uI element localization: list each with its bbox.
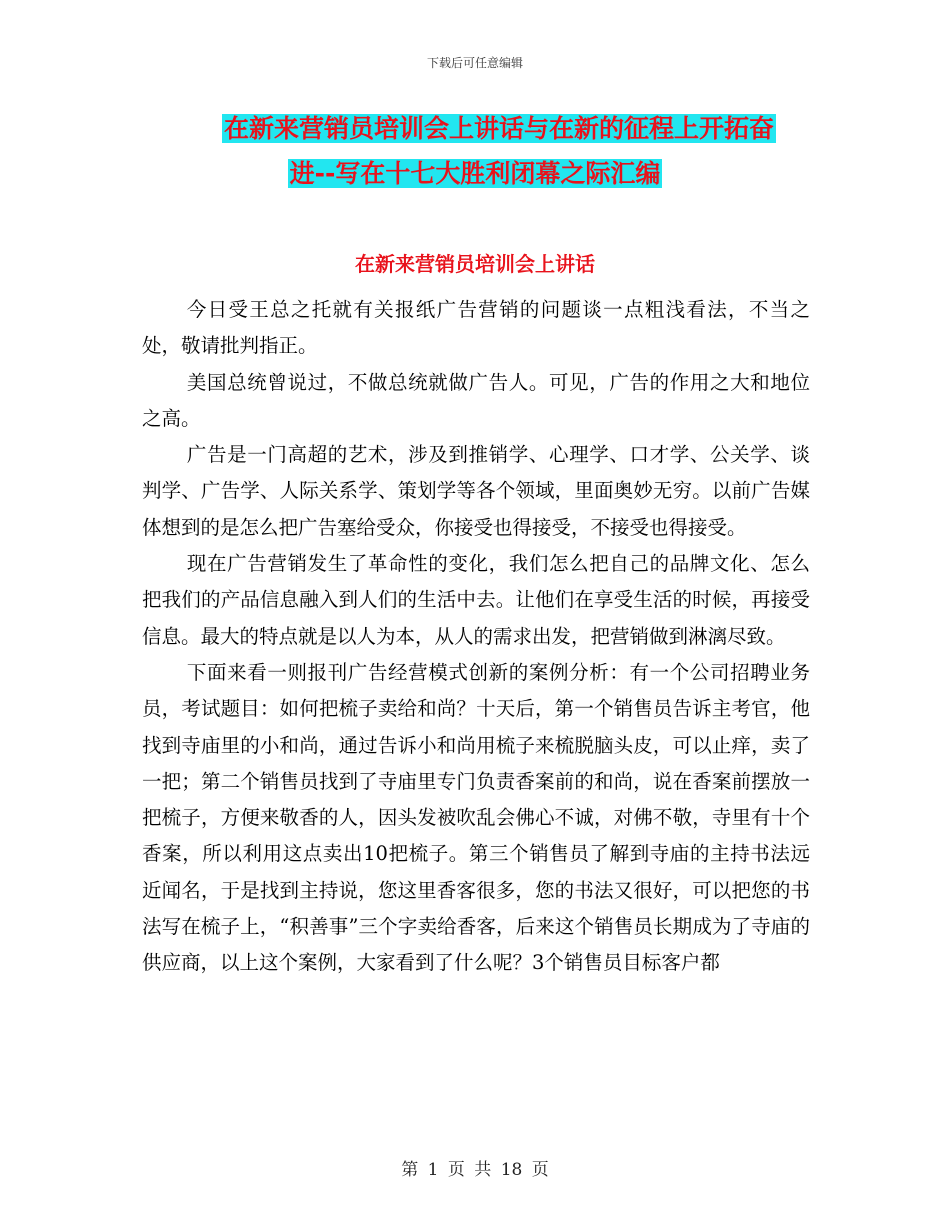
page-footer: 第 1 页 共 18 页 bbox=[401, 1160, 549, 1180]
document-title-line-1 bbox=[24, 112, 950, 146]
document-body bbox=[142, 292, 810, 982]
document-title-line-2 bbox=[0, 157, 950, 191]
paragraph: 下面来看一则报刊广告经营模式创新的案例分析：有一个公司招聘业务员，考试题目：如何把梳子卖给和尚？十天后，第一个销售员告诉主考官，他找到寺庙里的小和尚，通过告诉小和尚用梳子来梳脱脑头皮，可以止痒，卖了一把；第二个销售员找到了寺庙里专门负责香案前的和尚，说在香案前摆放一把梳子，方便来敬香的人，因头发被吹乱会佛心不诚，对佛不敬，寺里有十个香案，所以利用这点卖出10把梳子。第三个销售员了解到寺庙的主持书法远近闻名，于是找到主持说，您这里香客很多，您的书法又很好，可以把您的书法写在梳子上，“积善事”三个字卖给香客，后来这个销售员长期成为了寺庙的供应商，以上这个案例，大家看到了什么呢？3个销售员目标客户都 bbox=[142, 660, 810, 975]
paragraph: 广告是一门高超的艺术，涉及到推销学、心理学、口才学、公关学、谈判学、广告学、人际关系学、策划学等各个领域，里面奥妙无穷。以前广告媒体想到的是怎么把广告塞给受众，你接受也得接受，不接受也得接受。 bbox=[142, 443, 810, 539]
paragraph: 现在广告营销发生了革命性的变化，我们怎么把自己的品牌文化、怎么把我们的产品信息融入到人们的生活中去。让他们在享受生活的时候，再接受信息。最大的特点就是以人为本，从人的需求出发，把营销做到淋漓尽致。 bbox=[142, 552, 810, 648]
paragraph: 今日受王总之托就有关报纸广告营销的问题谈一点粗浅看法，不当之处，敬请批判指正。 bbox=[142, 298, 810, 358]
header-note: 下载后可任意编辑 bbox=[426, 56, 523, 70]
title-line-1-text: 在新来营销员培训会上讲话与在新的征程上开拓奋 bbox=[223, 114, 774, 143]
paragraph: 美国总统曾说过，不做总统就做广告人。可见，广告的作用之大和地位之高。 bbox=[142, 370, 810, 430]
section-title: 在新来营销员培训会上讲话 bbox=[355, 252, 595, 276]
title-line-2-text: 进--写在十七大胜利闭幕之际汇编 bbox=[289, 159, 661, 188]
